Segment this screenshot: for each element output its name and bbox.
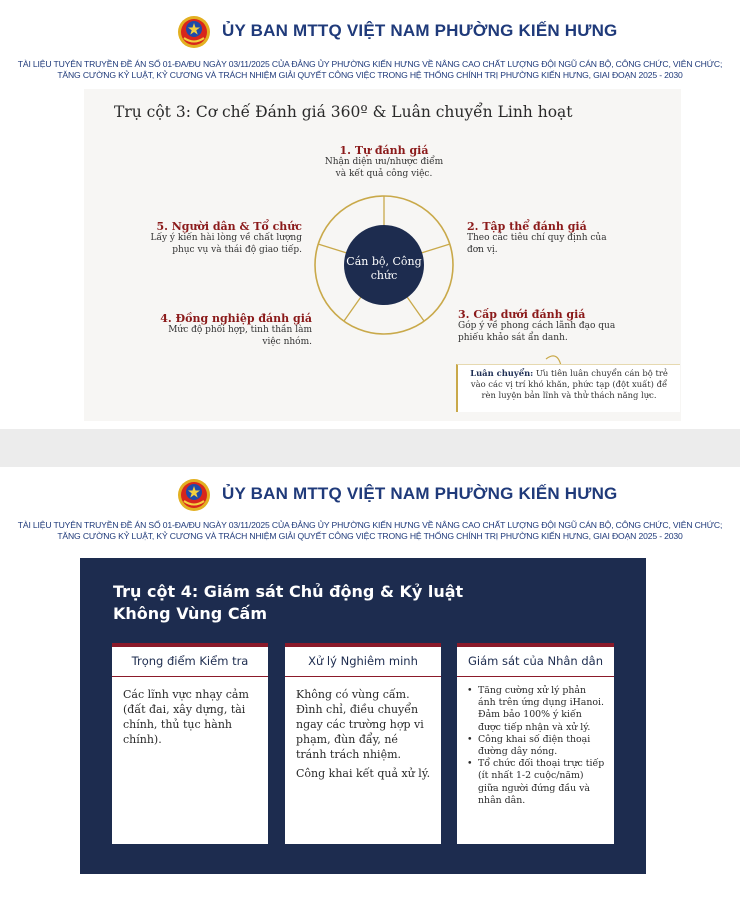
column-heading: Xử lý Nghiêm minh: [285, 647, 441, 677]
mttq-logo-icon: [177, 15, 211, 49]
note-label: Luân chuyển:: [470, 368, 534, 378]
slide-card-1: [0, 0, 740, 429]
node-title: 1. Tự đánh giá: [339, 144, 429, 157]
column-paragraph: Công khai kết quả xử lý.: [296, 767, 431, 780]
node-description: Theo các tiêu chí quy định của đơn vị.: [467, 233, 607, 255]
node-description: Góp ý về phong cách lãnh đạo qua phiếu khảo sát ẩn danh.: [458, 321, 616, 343]
column-heading: Giám sát của Nhân dân: [457, 647, 614, 677]
subtitle-line-1: TÀI LIỆU TUYÊN TRUYỀN ĐỀ ÁN SỐ 01-ĐA/ĐU NGÀY 03/11/2025 CỦA ĐẢNG ỦY PHƯỜNG KIẾN HƯNG VỀ NÂNG CAO CHẤT LƯỢNG ĐỘI NGŨ CÁN BỘ, CÔNG CHỨC, VIÊN CHỨC;: [17, 520, 723, 530]
column-body: [285, 677, 441, 781]
subtitle-line-2: TĂNG CƯỜNG KỶ LUẬT, KỶ CƯƠNG VÀ TRÁCH NHIỆM GIẢI QUYẾT CÔNG VIỆC TRONG HỆ THỐNG CHÍNH TRỊ PHƯỜNG KIẾN HƯNG, GIAI ĐOẠN 2025 - 2030: [57, 531, 683, 541]
bullet-list: [467, 685, 606, 807]
subtitle-line-2: TĂNG CƯỜNG KỶ LUẬT, KỶ CƯƠNG VÀ TRÁCH NHIỆM GIẢI QUYẾT CÔNG VIỆC TRONG HỆ THỐNG CHÍNH TRỊ PHƯỜNG KIẾN HƯNG, GIAI ĐOẠN 2025 - 2030: [57, 70, 683, 80]
node-description: Lấy ý kiến hài lòng về chất lượng phục vụ và thái độ giao tiếp.: [150, 233, 302, 255]
slide-pillar-3: [84, 89, 681, 421]
column-paragraph: Không có vùng cấm. Đình chỉ, điều chuyển ngay các trường hợp vi phạm, đùn đẩy, né tránh trách nhiệm.: [296, 688, 424, 761]
page-header: [0, 15, 740, 55]
node-subordinate-assessment: [458, 308, 618, 344]
node-title: 2. Tập thể đánh giá: [467, 220, 587, 233]
document-subtitle: [0, 520, 740, 542]
note-text: Ưu tiên luân chuyển cán bộ trẻ vào các vị trí khó khăn, phức tạp (đột xuất) để rèn luyện bản lĩnh và thử thách năng lực.: [470, 368, 668, 400]
document-subtitle: [0, 59, 740, 81]
node-description: Mức độ phối hợp, tinh thần làm việc nhóm.: [168, 325, 312, 347]
column-body: [457, 677, 614, 807]
column-inspection-focus: [112, 643, 268, 844]
node-self-assessment: [319, 144, 449, 180]
list-item: • Tăng cường xử lý phản ánh trên ứng dụng iHanoi. Đảm bảo 100% ý kiến được tiếp nhận và xử lý.: [467, 685, 606, 734]
node-title: 3. Cấp dưới đánh giá: [458, 308, 586, 321]
node-citizen-assessment: [142, 220, 302, 256]
org-name: ỦY BAN MTTQ VIỆT NAM PHƯỜNG KIẾN HƯNG: [222, 21, 618, 40]
column-body: Các lĩnh vực nhạy cảm (đất đai, xây dựng, tài chính, thủ tục hành chính).: [123, 688, 249, 746]
list-item: • Công khai số điện thoại đường dây nóng.: [467, 734, 606, 758]
subtitle-line-1: TÀI LIỆU TUYÊN TRUYỀN ĐỀ ÁN SỐ 01-ĐA/ĐU NGÀY 03/11/2025 CỦA ĐẢNG ỦY PHƯỜNG KIẾN HƯNG VỀ NÂNG CAO CHẤT LƯỢNG ĐỘI NGŨ CÁN BỘ, CÔNG CHỨC, VIÊN CHỨC;: [17, 59, 723, 69]
slide-title: Trụ cột 3: Cơ chế Đánh giá 360º & Luân chuyển Linh hoạt: [114, 103, 573, 121]
column-public-oversight: [457, 643, 614, 844]
hub-label: Cán bộ, Công chức: [346, 255, 422, 282]
page-header: [0, 478, 740, 518]
node-peer-assessment: [152, 312, 312, 348]
org-name: ỦY BAN MTTQ VIỆT NAM PHƯỜNG KIẾN HƯNG: [222, 484, 618, 503]
node-collective-assessment: [467, 220, 617, 256]
column-heading: Trọng điểm Kiểm tra: [112, 647, 268, 677]
rotation-note: [456, 364, 680, 412]
list-item: • Tổ chức đối thoại trực tiếp (ít nhất 1-2 cuộc/năm) giữa người đứng đầu và nhân dân.: [467, 758, 606, 807]
node-title: 5. Người dân & Tổ chức: [156, 220, 302, 233]
node-description: Nhận diện ưu/nhược điểm và kết quả công việc.: [324, 157, 444, 179]
mttq-logo-icon: [177, 478, 211, 512]
slide-title: Trụ cột 4: Giám sát Chủ động & Kỷ luật Không Vùng Cấm: [113, 582, 464, 623]
slide-pillar-4: [80, 558, 646, 874]
column-strict-handling: [285, 643, 441, 844]
node-title: 4. Đồng nghiệp đánh giá: [160, 312, 312, 325]
